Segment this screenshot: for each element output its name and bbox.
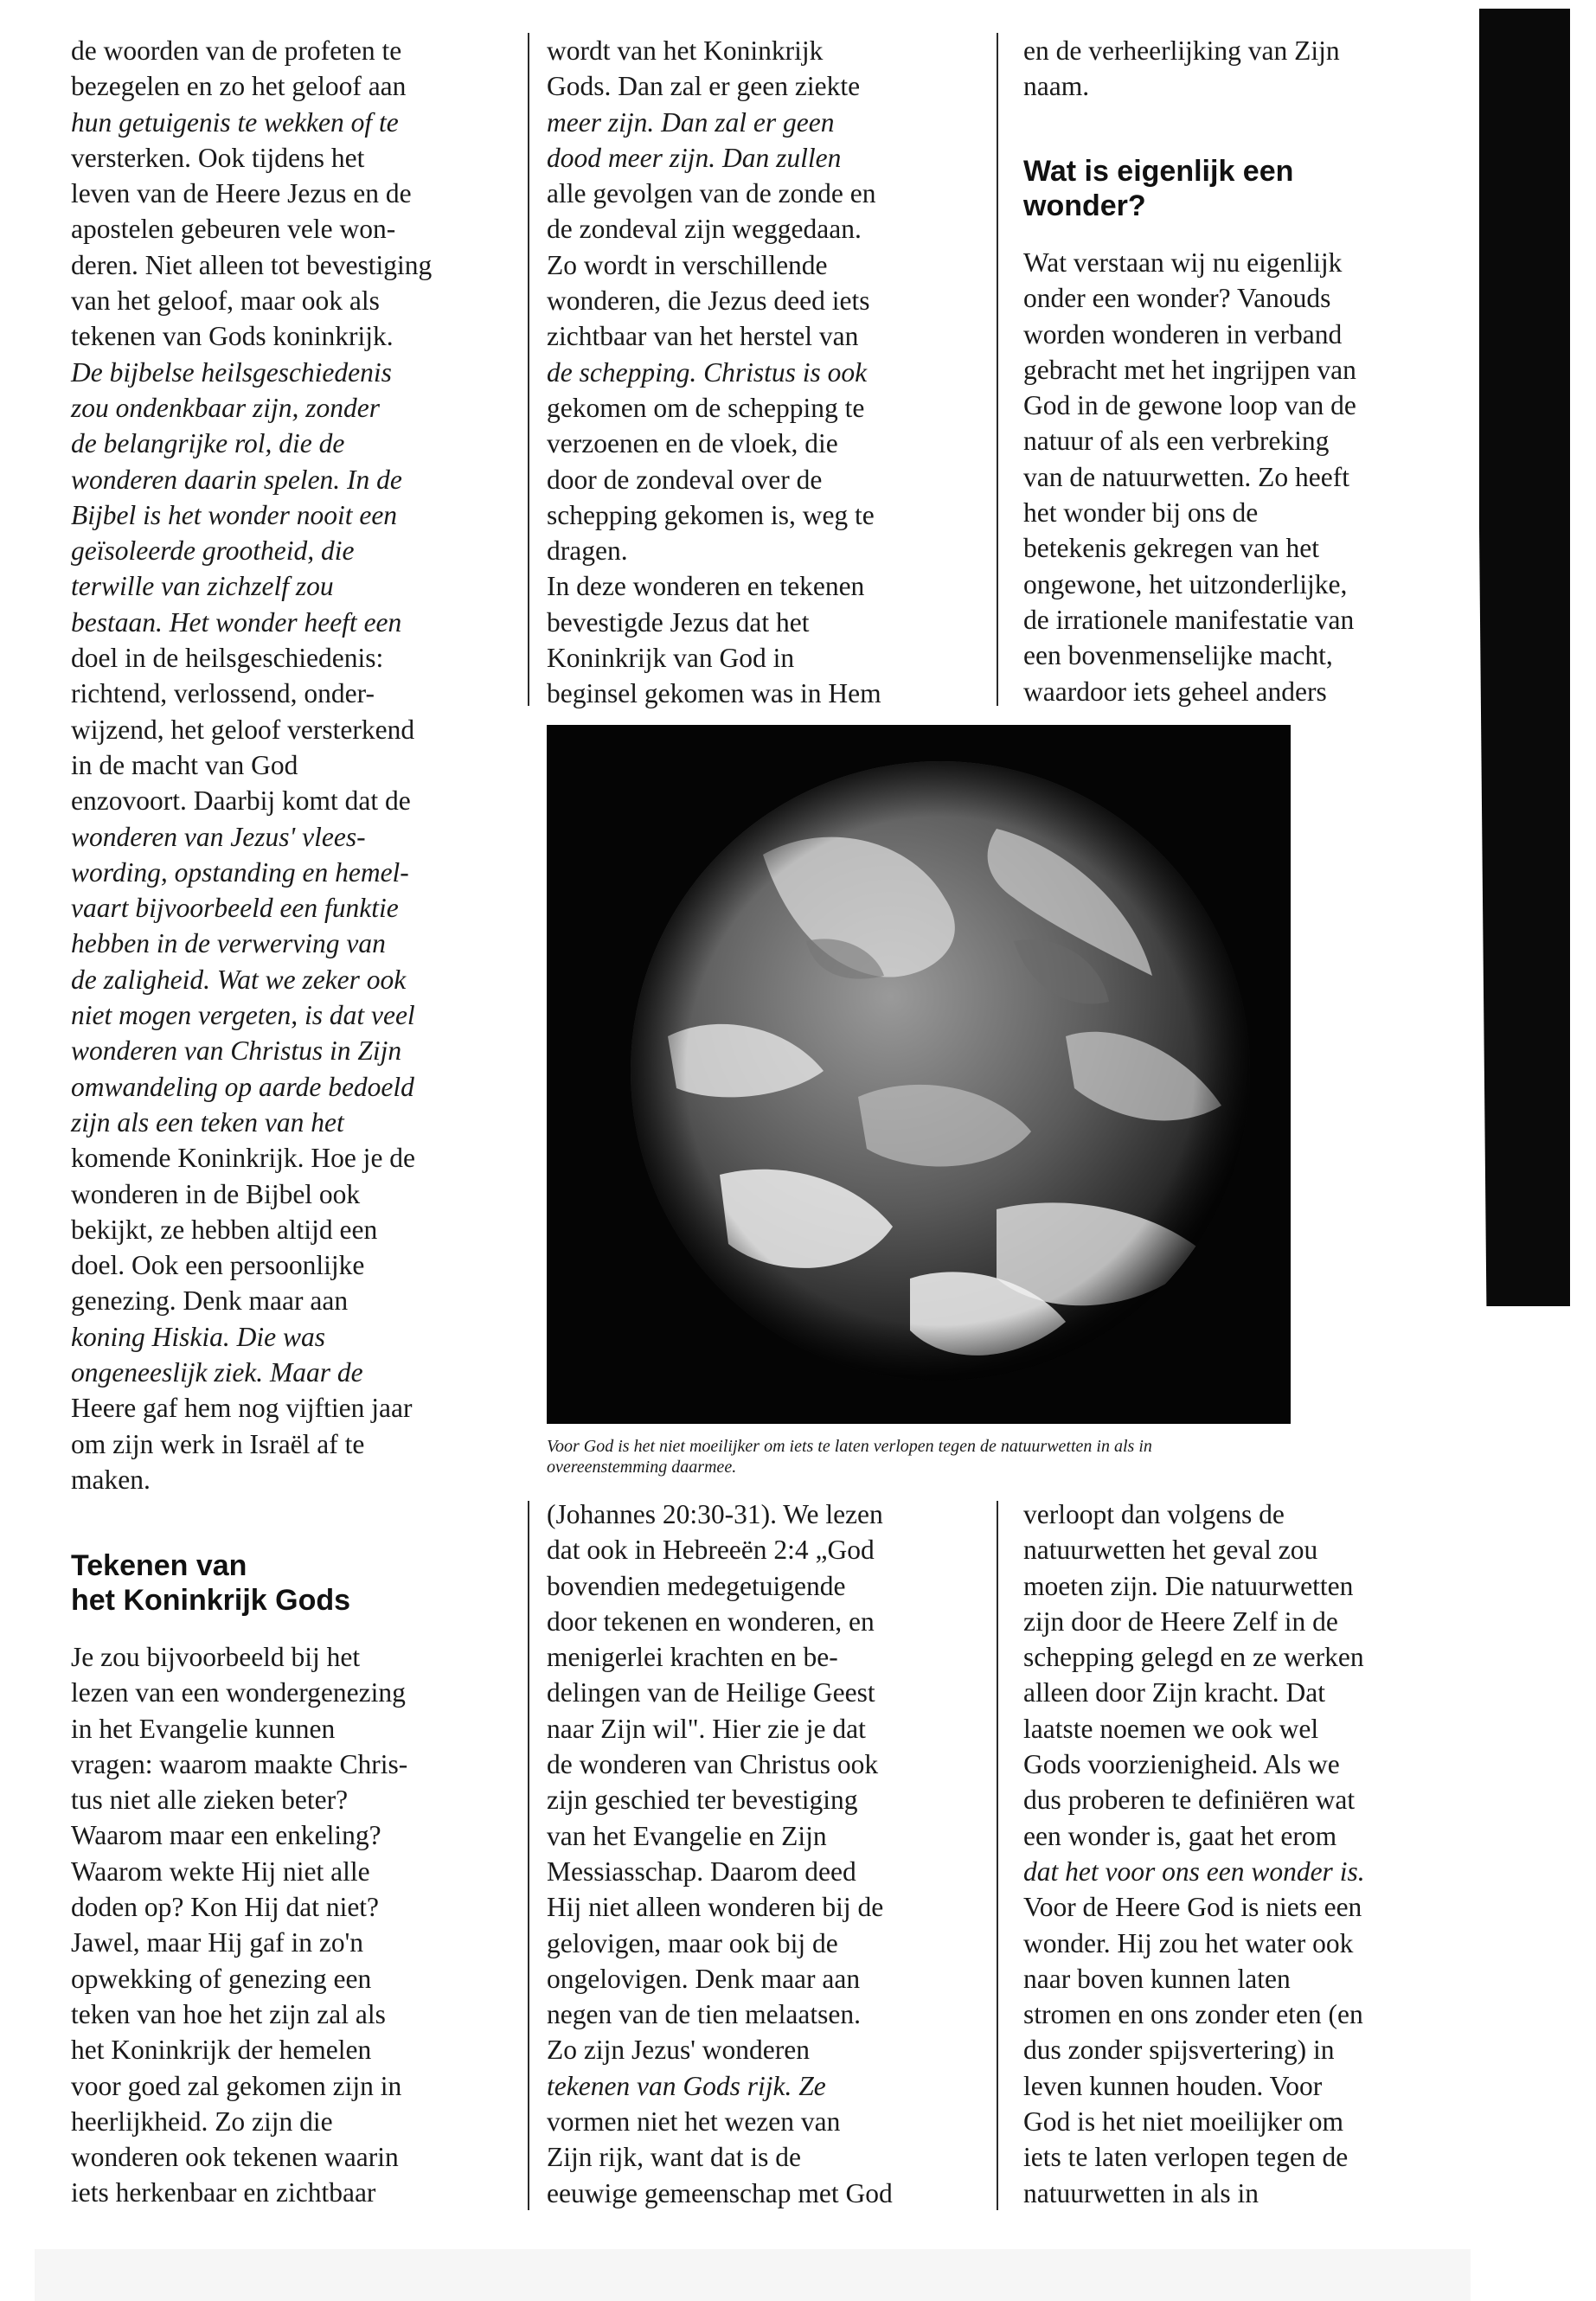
text-line: wording, opstanding en hemel-	[71, 856, 409, 888]
figure-caption	[547, 1436, 1420, 1477]
text-line: Bijbel is het wonder nooit een	[71, 499, 398, 530]
right-column-top	[1023, 245, 1456, 709]
text-line: heerlijkheid. Zo zijn die	[71, 2106, 333, 2137]
text-line: stromen en ons zonder eten (en	[1023, 1999, 1363, 2030]
text-line: leven van de Heere Jezus en de	[71, 178, 412, 209]
text-line: richtend, verlossend, onder-	[71, 678, 375, 709]
text-line: koning Hiskia. Die was	[71, 1321, 325, 1352]
text-line: wordt van het Koninkrijk	[547, 35, 824, 66]
text-line: een wonder is, gaat het erom	[1023, 1820, 1337, 1851]
heading-line: Wat is eigenlijk een	[1023, 155, 1294, 188]
text-line: wonderen, die Jezus deed iets	[547, 285, 870, 317]
text-line: meer zijn. Dan zal er geen	[547, 106, 835, 138]
text-line: ongewone, het uitzonderlijke,	[1023, 568, 1348, 599]
text-line: de woorden van de profeten te	[71, 35, 402, 66]
text-line: schepping gekomen is, weg te	[547, 499, 875, 530]
right-column-intro	[1023, 33, 1456, 105]
text-line: van de natuurwetten. Zo heeft	[1023, 461, 1349, 492]
text-line: dus zonder spijsvertering) in	[1023, 2035, 1335, 2066]
section-heading-tekenen	[71, 1548, 521, 1618]
text-line: dat het voor ons een wonder is.	[1023, 1856, 1365, 1887]
text-line: worden wonderen in verband	[1023, 318, 1343, 349]
text-line: dus proberen te definiëren wat	[1023, 1785, 1356, 1816]
caption-line: Voor God is het niet moeilijker om iets te laten verlopen tegen de natuurwetten in als in	[547, 1437, 1152, 1456]
text-line: onder een wonder? Vanouds	[1023, 283, 1331, 314]
text-line: geïsoleerde grootheid, die	[71, 535, 355, 567]
text-line: de belangrijke rol, die de	[71, 428, 345, 459]
text-line: het Koninkrijk der hemelen	[71, 2035, 372, 2066]
text-line: gekomen om de schepping te	[547, 392, 865, 423]
page-edge-margin	[1471, 0, 1596, 2301]
middle-column-bottom	[547, 1497, 988, 2211]
column-rule	[528, 33, 529, 706]
text-line: Je zou bijvoorbeeld bij het	[71, 1642, 361, 1672]
text-line: gebracht met het ingrijpen van	[1023, 354, 1356, 385]
text-line: de zondeval zijn weggedaan.	[547, 214, 862, 245]
text-line: vormen niet het wezen van	[547, 2106, 841, 2138]
text-line: het wonder bij ons de	[1023, 497, 1259, 529]
text-line: verloopt dan volgens de	[1023, 1499, 1285, 1529]
text-line: bovendien medegetuigende	[547, 1570, 846, 1601]
text-line: natuurwetten in als in	[1023, 2177, 1259, 2208]
left-column-paragraph-1	[71, 33, 521, 1497]
text-line: van het geloof, maar ook als	[71, 285, 380, 317]
text-line: zijn door de Heere Zelf in de	[1023, 1606, 1338, 1637]
text-line: waardoor iets geheel anders	[1023, 676, 1327, 707]
text-line: om zijn werk in Israël af te	[71, 1428, 365, 1459]
text-line: ongelovigen. Denk maar aan	[547, 1963, 861, 1994]
column-rule	[997, 1501, 998, 2210]
text-line: menigerlei krachten en be-	[547, 1642, 838, 1673]
text-line: verzoenen en de vloek, die	[547, 428, 838, 459]
text-line: naar Zijn wil". Hier zie je dat	[547, 1713, 866, 1744]
text-line: van het Evangelie en Zijn	[547, 1820, 827, 1851]
text-line: dat ook in Hebreeën 2:4 „God	[547, 1535, 875, 1566]
text-line: wonderen ook tekenen waarin	[71, 2142, 399, 2173]
text-line: Hij niet alleen wonderen bij de	[547, 1892, 884, 1923]
text-line: in de macht van God	[71, 749, 298, 780]
text-line: bekijkt, ze hebben altijd een	[71, 1214, 378, 1245]
text-line: De bijbelse heilsgeschiedenis	[71, 356, 392, 388]
text-line: omwandeling op aarde bedoeld	[71, 1071, 414, 1102]
middle-column-top	[547, 33, 988, 712]
text-line: lezen van een wondergenezing	[71, 1677, 406, 1708]
text-line: tus niet alle zieken beter?	[71, 1785, 349, 1816]
text-line: doel. Ook een persoonlijke	[71, 1250, 365, 1281]
text-line: hebben in de verwerving van	[71, 928, 386, 959]
text-line: een bovenmenselijke macht,	[1023, 640, 1333, 671]
text-line: bestaan. Het wonder heeft een	[71, 606, 402, 638]
text-line: de schepping. Christus is ook	[547, 356, 868, 388]
text-line: wonderen daarin spelen. In de	[71, 464, 402, 495]
text-line: eeuwige gemeenschap met God	[547, 2177, 893, 2208]
text-line: de irrationele manifestatie van	[1023, 604, 1355, 635]
text-line: zijn als een teken van het	[71, 1106, 344, 1138]
text-line: maken.	[71, 1464, 151, 1495]
text-line: alle gevolgen van de zonde en	[547, 178, 876, 209]
text-line: zichtbaar van het herstel van	[547, 321, 859, 352]
text-line: Zo zijn Jezus' wonderen	[547, 2035, 810, 2066]
text-line: hun getuigenis te wekken of te	[71, 106, 399, 138]
text-line: delingen van de Heilige Geest	[547, 1677, 875, 1708]
text-line: enzovoort. Daarbij komt dat de	[71, 785, 411, 817]
text-line: vragen: waarom maakte Chris-	[71, 1748, 408, 1779]
text-line: terwille van zichzelf zou	[71, 571, 334, 602]
text-line: laatste noemen we ook wel	[1023, 1713, 1319, 1744]
text-line: deren. Niet alleen tot bevestiging	[71, 249, 433, 280]
text-line: bevestigde Jezus dat het	[547, 606, 810, 638]
text-line: wonder. Hij zou het water ook	[1023, 1927, 1354, 1958]
text-line: komende Koninkrijk. Hoe je de	[71, 1143, 416, 1174]
column-rule	[528, 1501, 529, 2210]
text-line: In deze wonderen en tekenen	[547, 571, 865, 602]
text-line: genezing. Denk maar aan	[71, 1285, 349, 1317]
text-line: wonderen van Christus in Zijn	[71, 1035, 402, 1067]
page-bottom-margin	[35, 2249, 1471, 2301]
black-edge-bar	[1479, 9, 1570, 1306]
text-line: alleen door Zijn kracht. Dat	[1023, 1677, 1325, 1708]
text-line: iets te laten verlopen tegen de	[1023, 2142, 1349, 2173]
text-line: tekenen van Gods koninkrijk.	[71, 321, 394, 352]
caption-line: overeenstemming daarmee.	[547, 1458, 737, 1477]
text-line: apostelen gebeuren vele won-	[71, 214, 396, 245]
text-line: God in de gewone loop van de	[1023, 390, 1356, 421]
text-line: opwekking of genezing een	[71, 1963, 372, 1994]
text-line: bezegelen en zo het geloof aan	[71, 71, 407, 102]
text-line: niet mogen vergeten, is dat veel	[71, 1000, 415, 1031]
text-line: doden op? Kon Hij dat niet?	[71, 1892, 380, 1923]
text-line: Waarom maar een enkeling?	[71, 1820, 381, 1851]
earth-photo-svg	[547, 725, 1291, 1424]
heading-line: het Koninkrijk Gods	[71, 1584, 351, 1617]
section-heading-wonder	[1023, 154, 1456, 223]
text-line: Heere gaf hem nog vijftien jaar	[71, 1393, 413, 1424]
text-line: door tekenen en wonderen, en	[547, 1606, 875, 1637]
text-line: in het Evangelie kunnen	[71, 1713, 336, 1744]
text-line: negen van de tien melaatsen.	[547, 1999, 861, 2030]
text-line: Zo wordt in verschillende	[547, 249, 828, 280]
text-line: Messiasschap. Daarom deed	[547, 1856, 856, 1887]
text-line: dood meer zijn. Dan zullen	[547, 142, 842, 173]
text-line: en de verheerlijking van Zijn	[1023, 35, 1340, 66]
text-line: (Johannes 20:30-31). We lezen	[547, 1499, 883, 1529]
text-line: naar boven kunnen laten	[1023, 1963, 1291, 1994]
text-line: versterken. Ook tijdens het	[71, 142, 365, 173]
text-line: voor goed zal gekomen zijn in	[71, 2070, 402, 2101]
text-line: gelovigen, maar ook bij de	[547, 1927, 838, 1958]
heading-line: wonder?	[1023, 189, 1146, 222]
text-line: wijzend, het geloof versterkend	[71, 714, 415, 745]
earth-limb-shadow	[631, 761, 1250, 1381]
text-line: doel in de heilsgeschiedenis:	[71, 643, 384, 674]
text-line: Jawel, maar Hij gaf in zo'n	[71, 1927, 364, 1958]
text-line: natuurwetten het geval zou	[1023, 1535, 1318, 1566]
text-line: tekenen van Gods rijk. Ze	[547, 2070, 826, 2101]
text-line: leven kunnen houden. Voor	[1023, 2070, 1323, 2101]
text-line: beginsel gekomen was in Hem	[547, 678, 881, 709]
text-line: Zijn rijk, want dat is de	[547, 2142, 801, 2173]
text-line: wonderen in de Bijbel ook	[71, 1178, 361, 1209]
left-column-paragraph-2	[71, 1639, 521, 2211]
text-line: betekenis gekregen van het	[1023, 533, 1319, 564]
text-line: dragen.	[547, 535, 628, 567]
text-line: zou ondenkbaar zijn, zonder	[71, 392, 380, 423]
right-column-bottom	[1023, 1497, 1456, 2211]
text-line: de wonderen van Christus ook	[547, 1749, 879, 1780]
heading-line: Tekenen van	[71, 1549, 247, 1582]
text-line: de zaligheid. Wat we zeker ook	[71, 964, 407, 995]
text-line: ongeneeslijk ziek. Maar de	[71, 1356, 363, 1388]
text-line: Koninkrijk van God in	[547, 643, 795, 674]
text-line: Voor de Heere God is niets een	[1023, 1892, 1362, 1923]
text-line: Gods. Dan zal er geen ziekte	[547, 71, 861, 102]
text-line: Wat verstaan wij nu eigenlijk	[1023, 247, 1343, 278]
text-line: schepping gelegd en ze werken	[1023, 1642, 1364, 1673]
text-line: natuur of als een verbreking	[1023, 426, 1330, 457]
earth-photo	[547, 725, 1291, 1424]
text-line: zijn geschied ter bevestiging	[547, 1785, 858, 1816]
text-line: teken van hoe het zijn zal als	[71, 1998, 386, 2029]
text-line: vaart bijvoorbeeld een funktie	[71, 893, 399, 924]
text-line: door de zondeval over de	[547, 464, 823, 495]
column-rule	[997, 33, 998, 706]
text-line: naam.	[1023, 71, 1090, 102]
text-line: God is het niet moeilijker om	[1023, 2106, 1344, 2138]
text-line: moeten zijn. Die natuurwetten	[1023, 1570, 1354, 1601]
text-line: Gods voorzienigheid. Als we	[1023, 1749, 1340, 1780]
text-line: iets herkenbaar en zichtbaar	[71, 2177, 376, 2208]
text-line: wonderen van Jezus' vlees-	[71, 821, 366, 852]
text-line: Waarom wekte Hij niet alle	[71, 1856, 370, 1887]
